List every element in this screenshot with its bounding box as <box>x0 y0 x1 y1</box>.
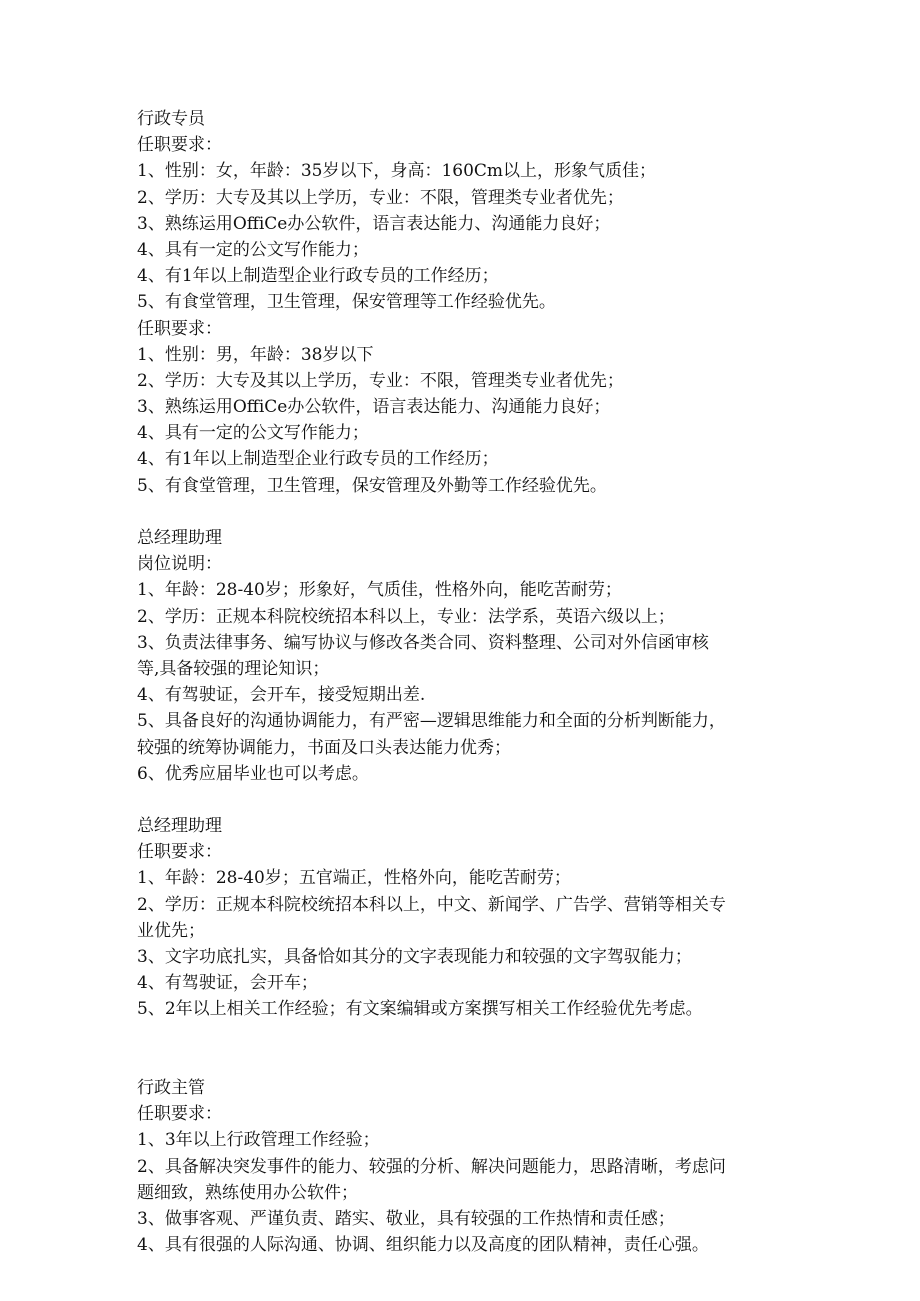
requirement-line: 4、有1年以上制造型企业行政专员的工作经历； <box>137 449 499 470</box>
requirement-line: 2、学历：大专及其以上学历，专业：不限，管理类专业者优先； <box>137 187 624 208</box>
section-gm-assistant-description <box>137 525 787 787</box>
requirement-line: 5、有食堂管理，卫生管理，保安管理及外勤等工作经验优先。 <box>137 475 607 496</box>
requirement-line: 3、做事客观、严谨负责、踏实、敬业，具有较强的工作热情和责任感； <box>137 1208 675 1229</box>
requirement-line: 1、年龄：28-40岁；五官端正，性格外向，能吃苦耐劳； <box>137 868 571 889</box>
requirement-line: 4、具有一定的公文写作能力； <box>137 239 369 260</box>
requirement-line: 1、3年以上行政管理工作经验； <box>137 1130 380 1151</box>
requirement-line: 4、有1年以上制造型企业行政专员的工作经历； <box>137 266 499 287</box>
requirement-line: 5、有食堂管理，卫生管理，保安管理等工作经验优先。 <box>137 292 556 313</box>
requirement-line: 1、性别：女，年龄：35岁以下，身高：160Cm以上，形象气质佳； <box>137 161 657 182</box>
requirement-line: 2、学历：大专及其以上学历，专业：不限，管理类专业者优先； <box>137 370 624 391</box>
document-body <box>137 106 787 1258</box>
requirement-line: 3、文字功底扎实，具备恰如其分的文字表现能力和较强的文字驾驭能力； <box>137 947 692 967</box>
requirement-line: 题细致，熟练使用办公软件； <box>137 1182 358 1203</box>
requirement-line: 1、性别：男，年龄：38岁以下 <box>137 344 374 365</box>
requirement-line: 4、具有很强的人际沟通、协调、组织能力以及高度的团队精神，责任心强。 <box>137 1235 709 1256</box>
section-title: 行政主管 <box>137 1077 205 1098</box>
requirement-line: 业优先； <box>137 920 205 941</box>
requirement-line: 4、具有一定的公文写作能力； <box>137 423 369 444</box>
section-gm-assistant-requirements <box>137 813 787 1023</box>
requirements-heading: 任职要求： <box>137 135 222 156</box>
description-heading: 岗位说明： <box>137 554 222 575</box>
requirement-line: 2、学历：正规本科院校统招本科以上，中文、新闻学、广告学、营销等相关专 <box>137 894 726 915</box>
requirement-line: 4、有驾驶证，会开车； <box>137 973 318 994</box>
spacer <box>137 1023 787 1075</box>
requirement-line: 2、具备解决突发事件的能力、较强的分析、解决问题能力，思路清晰，考虑问 <box>137 1156 726 1177</box>
requirement-line: 5、具备良好的沟通协调能力，有严密—逻辑思维能力和全面的分析判断能力， <box>137 711 726 732</box>
requirement-line: 5、2年以上相关工作经验；有文案编辑或方案撰写相关工作经验优先考虑。 <box>137 999 703 1020</box>
requirement-line: 等,具备较强的理论知识； <box>137 658 330 679</box>
requirement-line: 3、熟练运用OffiCe办公软件，语言表达能力、沟通能力良好； <box>137 397 611 418</box>
requirements-heading: 任职要求： <box>137 842 222 863</box>
section-admin-supervisor <box>137 1075 787 1258</box>
requirement-line: 1、年龄：28-40岁；形象好，气质佳，性格外向，能吃苦耐劳； <box>137 580 622 601</box>
spacer <box>137 499 787 525</box>
section-title: 行政专员 <box>137 109 205 129</box>
requirement-line: 4、有驾驶证，会开车，接受短期出差. <box>137 685 426 706</box>
section-title: 总经理助理 <box>137 528 222 548</box>
section-admin-specialist <box>137 106 787 499</box>
requirement-line: 6、优秀应届毕业也可以考虑。 <box>137 763 369 784</box>
requirements-heading: 任职要求： <box>137 1104 222 1125</box>
requirement-line: 3、负责法律事务、编写协议与修改各类合同、资料整理、公司对外信函审核 <box>137 632 709 653</box>
requirements-heading: 任职要求： <box>137 318 222 339</box>
requirement-line: 较强的统筹协调能力，书面及口头表达能力优秀； <box>137 737 511 758</box>
requirement-line: 2、学历：正规本科院校统招本科以上，专业：法学系，英语六级以上； <box>137 606 675 627</box>
section-title: 总经理助理 <box>137 816 222 837</box>
requirement-line: 3、熟练运用OffiCe办公软件，语言表达能力、沟通能力良好； <box>137 213 611 234</box>
spacer <box>137 787 787 813</box>
